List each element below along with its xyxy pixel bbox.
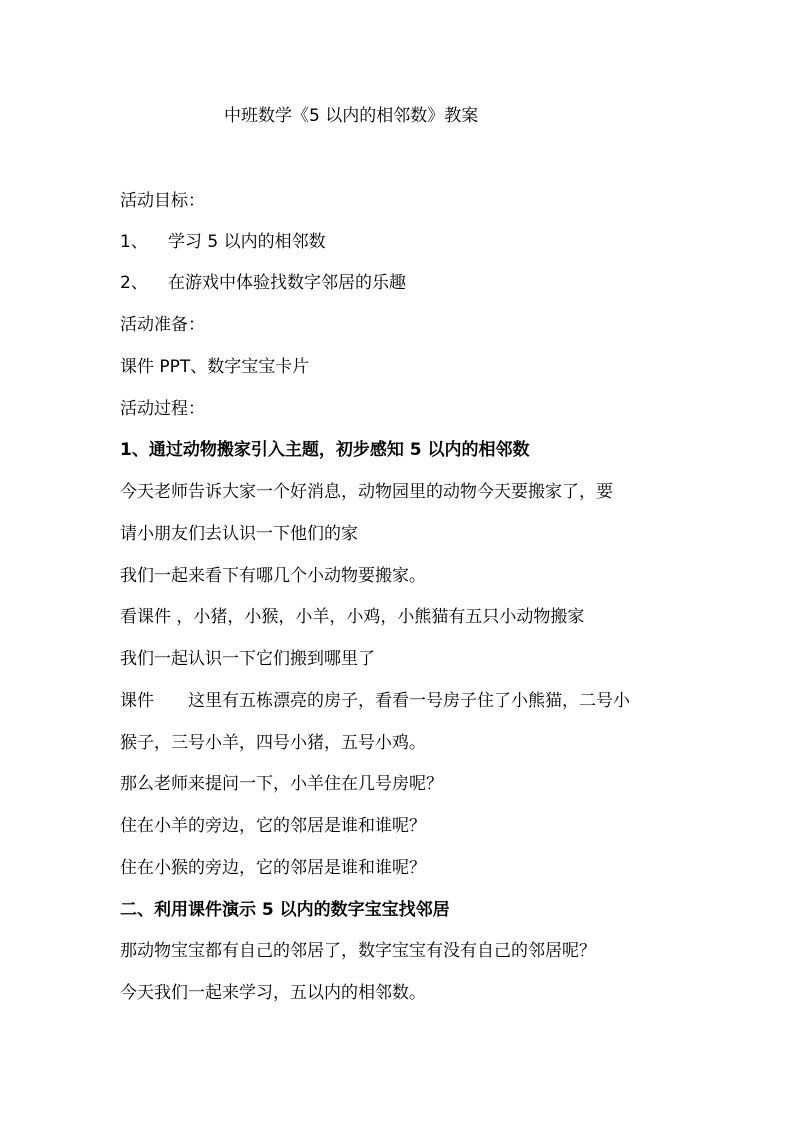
section-1-paragraph-5-line-2: 猴子，三号小羊，四号小猪，五号小鸡。 [120,733,426,753]
prep-text: 课件 PPT、数字宝宝卡片 [120,357,310,377]
section-1-paragraph-3: 看课件 ，小猪，小猴，小羊，小鸡，小熊猫有五只小动物搬家 [120,607,585,627]
section-2-paragraph-1: 那动物宝宝都有自己的邻居了，数字宝宝有没有自己的邻居呢？ [120,941,596,961]
section-1-heading: 1、通过动物搬家引入主题，初步感知 5 以内的相邻数 [120,440,530,460]
goal-number-2: 2、 [120,273,148,293]
courseware-label: 课件 [120,691,154,711]
goal-item-1 [120,230,326,254]
courseware-text: 这里有五栋漂亮的房子，看看一号房子住了小熊猫，二号小 [188,691,630,711]
section-1-paragraph-5-line-1 [120,689,630,713]
section-1-paragraph-1-line-2: 请小朋友们去认识一下他们的家 [120,524,358,544]
section-1-paragraph-2: 我们一起来看下有哪几个小动物要搬家。 [120,566,426,586]
document-title: 中班数学《5 以内的相邻数》教案 [224,106,479,126]
prep-heading: 活动准备： [120,315,205,335]
goal-number-1: 1、 [120,232,148,252]
section-2-heading: 二、利用课件演示 5 以内的数字宝宝找邻居 [120,900,450,920]
process-heading: 活动过程： [120,399,205,419]
section-1-paragraph-4: 我们一起认识一下它们搬到哪里了 [120,649,375,669]
question-2: 住在小羊的旁边，它的邻居是谁和谁呢？ [120,816,426,836]
goal-item-2 [120,271,406,295]
question-3: 住在小猴的旁边，它的邻居是谁和谁呢？ [120,858,426,878]
section-2-paragraph-2: 今天我们一起来学习，五以内的相邻数。 [120,983,426,1003]
goal-text-2: 在游戏中体验找数字邻居的乐趣 [168,273,406,293]
goals-heading: 活动目标： [120,191,205,211]
question-1: 那么老师来提问一下，小羊住在几号房呢？ [120,774,443,794]
goal-text-1: 学习 5 以内的相邻数 [168,232,326,252]
section-1-paragraph-1-line-1: 今天老师告诉大家一个好消息，动物园里的动物今天要搬家了，要 [120,482,613,502]
